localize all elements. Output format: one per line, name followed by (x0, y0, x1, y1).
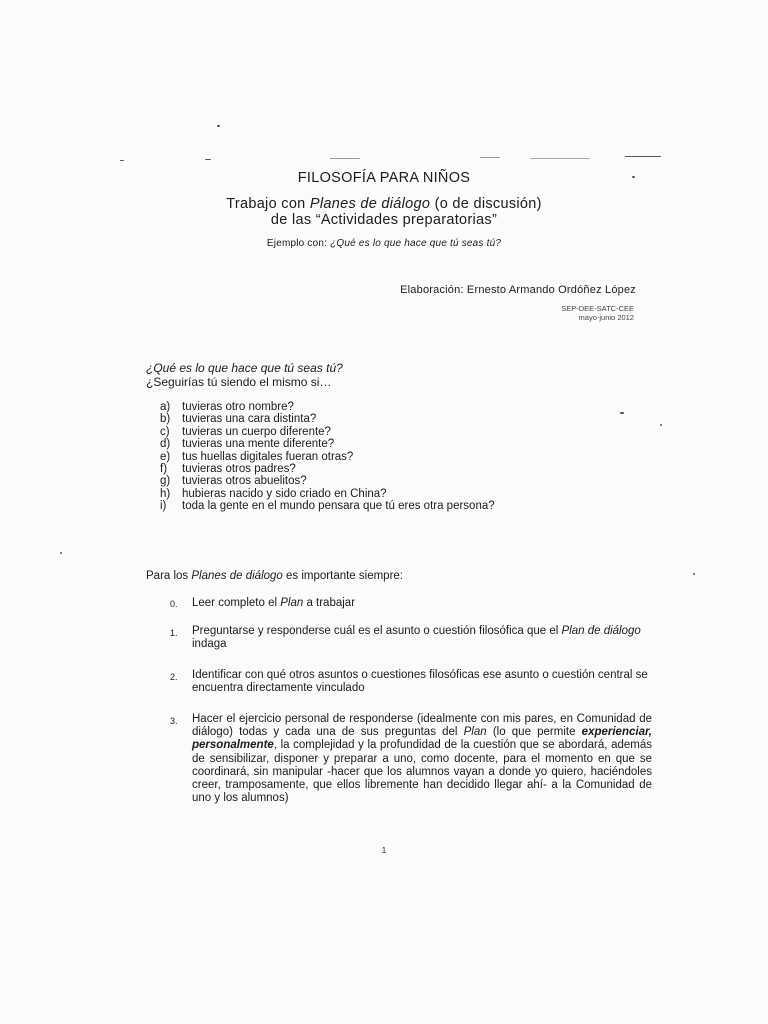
page-number: 1 (381, 846, 387, 855)
list-item (160, 401, 495, 413)
option-text: toda la gente en el mundo pensara que tú eres otra persona? (182, 500, 495, 513)
option-text: tuvieras una mente diferente? (182, 438, 335, 451)
option-text: tuvieras otro nombre? (182, 401, 294, 413)
example-line (0, 238, 768, 249)
step-text-part: Preguntarse y responderse cuál es el asunto o cuestión filosófica que el (192, 625, 562, 637)
reference-block (561, 304, 634, 322)
question-heading (146, 361, 343, 389)
step-text-bold-italic: experienciar, personalmente (192, 726, 652, 752)
scan-speck (480, 157, 500, 158)
step-number: 3. (170, 716, 178, 726)
example-label: Ejemplo con: (266, 238, 331, 249)
option-letter: c) (160, 425, 170, 438)
list-item (160, 488, 495, 500)
list-item (170, 713, 652, 805)
intro-text-post: es importante siempre: (282, 570, 403, 582)
list-item (170, 625, 652, 651)
option-text: tuvieras un cuerpo diferente? (182, 425, 331, 438)
scan-speck (60, 552, 62, 554)
list-item (160, 438, 495, 450)
reference-code: SEP-DEE-SATC-CEE (561, 304, 634, 313)
option-letter: i) (160, 500, 167, 513)
subtitle-text-post: (o de discusión) (430, 196, 542, 212)
steps-list (170, 597, 652, 805)
scan-speck (620, 412, 624, 414)
author-line: Elaboración: Ernesto Armando Ordóñez López (400, 284, 636, 296)
list-item (160, 475, 495, 487)
step-text (192, 625, 652, 651)
scan-speck (625, 156, 661, 157)
option-letter: e) (160, 450, 171, 463)
subtitle-italic: Planes de diálogo (309, 196, 431, 212)
option-letter: b) (160, 413, 171, 426)
scan-speck (330, 158, 360, 159)
example-question: ¿Qué es lo que hace que tú seas tú? (330, 238, 502, 249)
step-text-italic: Plan (463, 726, 487, 739)
option-text: tuvieras una cara distinta? (182, 413, 317, 426)
question-prompt: ¿Seguirías tú siendo el mismo si… (146, 375, 332, 389)
document-subtitle (0, 196, 768, 228)
step-text-italic: Plan de diálogo (561, 625, 641, 637)
step-number: 0. (170, 599, 178, 609)
step-text-part: a trabajar (303, 597, 356, 609)
reference-date: mayo-junio 2012 (578, 313, 634, 322)
scan-speck (693, 573, 695, 575)
option-text: tuvieras otros abuelitos? (182, 475, 307, 488)
list-item (160, 426, 495, 438)
option-text: tus huellas digitales fueran otras? (182, 450, 354, 463)
step-text-part: (lo que permite (486, 726, 582, 739)
intro-italic: Planes de diálogo (191, 570, 283, 582)
option-letter: d) (160, 438, 171, 451)
option-letter: a) (160, 401, 171, 413)
scan-speck (530, 158, 590, 159)
step-text (192, 713, 652, 805)
step-text (192, 597, 652, 609)
subtitle-line2: de las “Actividades preparatorias” (270, 212, 498, 228)
list-item (160, 463, 495, 475)
list-item (160, 413, 495, 425)
list-item (170, 669, 652, 695)
plans-intro (146, 570, 403, 582)
option-letter: g) (160, 475, 171, 488)
step-text-part: indaga (192, 638, 227, 650)
option-text: tuvieras otros padres? (182, 463, 296, 476)
scan-speck (217, 125, 220, 127)
intro-text: Para los (146, 570, 192, 582)
step-text: Identificar con qué otros asuntos o cuestiones filosóficas ese asunto o cuestión central se encuentra directamente vinculado (192, 669, 648, 694)
option-letter: f) (160, 463, 168, 476)
step-number: 2. (170, 672, 178, 682)
document-title: FILOSOFÍA PARA NIÑOS (297, 170, 471, 186)
list-item (170, 597, 652, 609)
scan-speck (205, 159, 211, 160)
options-list (160, 401, 495, 513)
step-text-part: , la complejidad y la profundidad de la cuestión que se abordará, además de sensibilizar, disponer y preparar a uno, como docente, para el momento en que se coordinará, sin manipular -hacer que los alumnos vayan a donde yo quiero, haciéndoles creer, tramposamente, que ellos libremente han decidido llegar ahí- a la Comunidad de uno y los alumnos) (192, 739, 652, 805)
step-number: 1. (170, 628, 178, 638)
option-text: hubieras nacido y sido criado en China? (182, 487, 387, 500)
step-text-italic: Plan (280, 597, 304, 609)
scan-speck (660, 424, 662, 426)
list-item (160, 500, 495, 512)
subtitle-text: Trabajo con (226, 196, 310, 212)
question-title: ¿Qué es lo que hace que tú seas tú? (146, 361, 343, 375)
step-text-part: Leer completo el (192, 597, 281, 609)
list-item (160, 451, 495, 463)
scan-speck (120, 160, 124, 161)
option-letter: h) (160, 487, 171, 500)
step-text-part: Hacer el ejercicio personal de responderse (idealmente con mis pares, en Comunidad de diálogo) todas y cada una de sus preguntas del (192, 713, 652, 739)
